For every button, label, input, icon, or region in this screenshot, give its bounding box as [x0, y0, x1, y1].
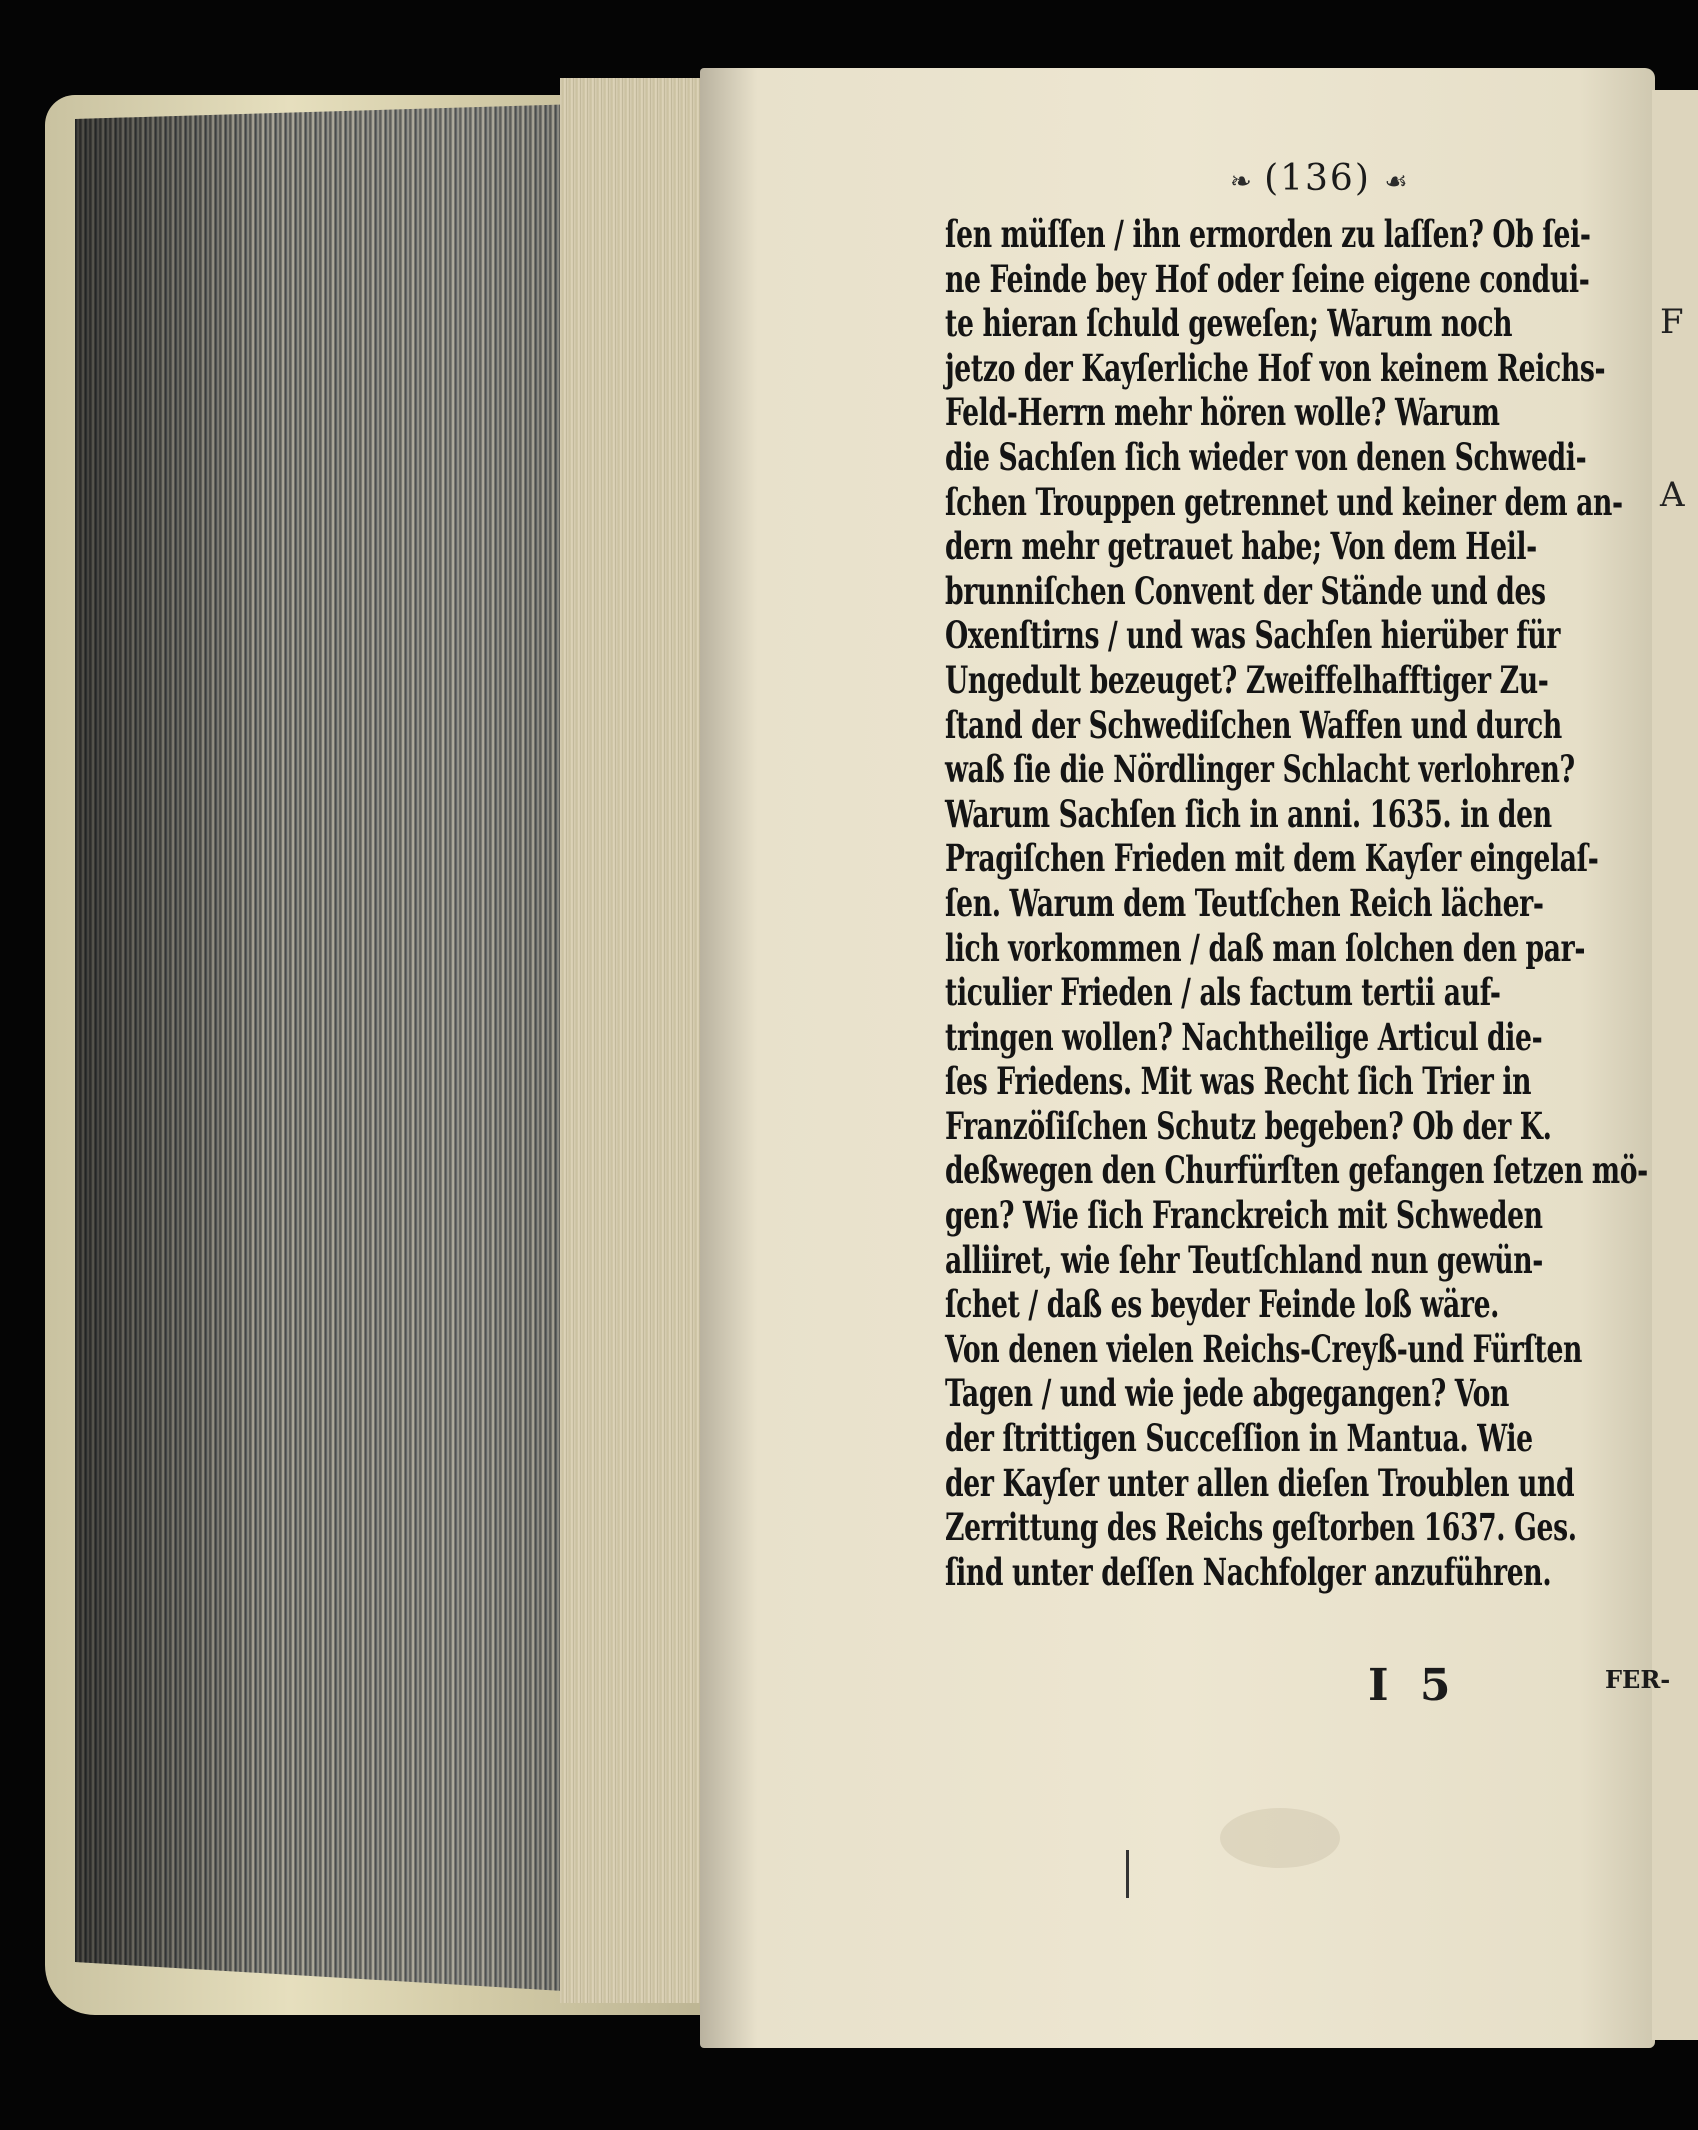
- text-line: ſen. Warum dem Teutſchen Reich lächer-: [945, 880, 1544, 925]
- text-line: ſchet / daß es beyder Feinde loß wäre.: [945, 1282, 1500, 1327]
- text-line: jetzo der Kayſerliche Hof von keinem Reichs-: [945, 345, 1606, 390]
- facing-edge-char: A: [1660, 475, 1685, 515]
- text-line: ſchen Trouppen getrennet und keiner dem an-: [945, 479, 1623, 524]
- text-line: die Sachſen ſich wieder von denen Schwedi-: [945, 434, 1587, 479]
- text-line: Warum Sachſen ſich in anni. 1635. in den: [945, 791, 1552, 836]
- text-line: tringen wollen? Nachtheilige Articul die-: [945, 1014, 1543, 1059]
- text-line: ticulier Frieden / als factum tertii auf-: [945, 970, 1501, 1015]
- text-line: Franzöſiſchen Schutz begeben? Ob der K.: [945, 1103, 1552, 1148]
- text-line: gen? Wie ſich Franckreich mit Schweden: [945, 1193, 1543, 1238]
- text-line: ne Feinde bey Hof oder ſeine eigene condui-: [945, 256, 1590, 301]
- text-line: Pragiſchen Frieden mit dem Kayſer eingelaſ-: [945, 836, 1599, 881]
- text-line: der Kayſer unter allen dieſen Troublen und: [945, 1460, 1575, 1505]
- signature-mark: I 5: [1368, 1660, 1459, 1711]
- text-line: waß ſie die Nördlinger Schlacht verlohren?: [945, 747, 1575, 792]
- text-line: ſen müſſen / ihn ermorden zu laſſen? Ob ſei-: [945, 212, 1591, 256]
- page-stain: [1220, 1808, 1340, 1868]
- text-line: deßwegen den Churfürſten gefangen ſetzen mö-: [945, 1148, 1648, 1193]
- page-header: [1230, 158, 1410, 199]
- text-line: ſes Friedens. Mit was Recht ſich Trier in: [945, 1059, 1532, 1104]
- body-text: [945, 212, 1650, 1594]
- text-line: Von denen vielen Reichs-Creyß-und Fürſten: [945, 1326, 1583, 1371]
- catchword: FER-: [1605, 1665, 1671, 1694]
- text-line: Zerrittung des Reichs geſtorben 1637. Ges.: [945, 1505, 1577, 1550]
- text-line: Ungedult bezeuget? Zweiffelhafftiger Zu-: [945, 657, 1549, 702]
- text-line: Feld-Herrn mehr hören wolle? Warum: [945, 390, 1500, 435]
- text-line: alliiret, wie ſehr Teutſchland nun gewün-: [945, 1237, 1543, 1282]
- text-line: ſind unter deſſen Nachfolger anzuführen.: [945, 1549, 1552, 1594]
- text-line: Tagen / und wie jede abgegangen? Von: [945, 1371, 1510, 1416]
- facing-page-strip: [1652, 90, 1698, 2040]
- facing-edge-char: F: [1660, 302, 1684, 342]
- text-line: ſtand der Schwediſchen Waffen und durch: [945, 702, 1562, 747]
- text-line: dern mehr getrauet habe; Von dem Heil-: [945, 524, 1537, 569]
- text-line: Oxenſtirns / und was Sachſen hierüber für: [945, 613, 1561, 658]
- text-line: der ſtrittigen Succeſſion in Mantua. Wie: [945, 1416, 1533, 1461]
- text-line: te hieran ſchuld geweſen; Warum noch: [945, 301, 1513, 346]
- ornament-right-icon: ☙: [1384, 167, 1410, 197]
- text-line: brunniſchen Convent der Stände und des: [945, 568, 1546, 613]
- page-edges: [560, 78, 705, 2003]
- text-line: lich vorkommen / daß man ſolchen den par-: [945, 925, 1586, 970]
- ornament-left-icon: ❧: [1230, 167, 1265, 197]
- page-number: (136): [1264, 158, 1371, 199]
- pencil-mark: [1126, 1850, 1129, 1898]
